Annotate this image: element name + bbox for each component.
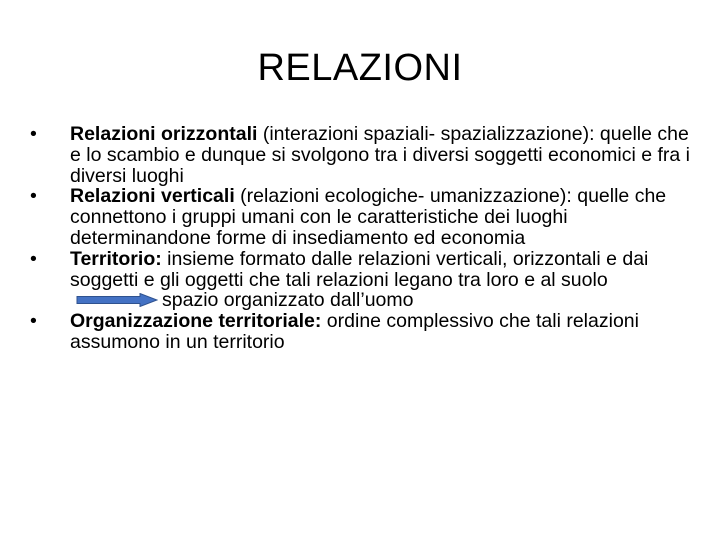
bullet-dot: • [30, 310, 37, 333]
bullet-item [30, 124, 690, 186]
bullet-text: spazio organizzato dall’uomo [162, 289, 414, 312]
bullet-text: (interazioni spaziali- spazializzazione): quelle che e lo scambio e dunque si svolgono tra i diversi soggetti economici e fra i diversi luoghi [70, 123, 690, 187]
bullet-term: Relazioni verticali [70, 185, 235, 208]
bullet-item [30, 311, 690, 353]
bullet-dot: • [30, 247, 37, 270]
bullet-dot: • [30, 185, 37, 208]
bullet-dot: • [30, 123, 37, 145]
bullet-text: ordine complessivo che tali relazioni assumono in un territorio [70, 310, 639, 353]
bullet-item [30, 186, 690, 248]
bullet-text: insieme formato dalle relazioni verticali, orizzontali e dai soggetti e gli oggetti che tali relazioni legano tra loro e al suolo [70, 247, 649, 291]
slide-title: RELAZIONI [257, 47, 463, 89]
bullet-term: Organizzazione territoriale: [70, 310, 322, 333]
bullet-term: Relazioni orizzontali [70, 123, 258, 145]
bullet-term: Territorio: [70, 247, 162, 270]
right-arrow-icon [76, 293, 158, 307]
bullet-text: (relazioni ecologiche- umanizzazione): quelle che connettono i gruppi umani con le caratteristiche dei luoghi determinandone forme di insediamento ed economia [70, 185, 667, 249]
right-arrow-shape [76, 293, 158, 307]
bullet-item [30, 249, 690, 311]
bullet-list [30, 124, 690, 353]
